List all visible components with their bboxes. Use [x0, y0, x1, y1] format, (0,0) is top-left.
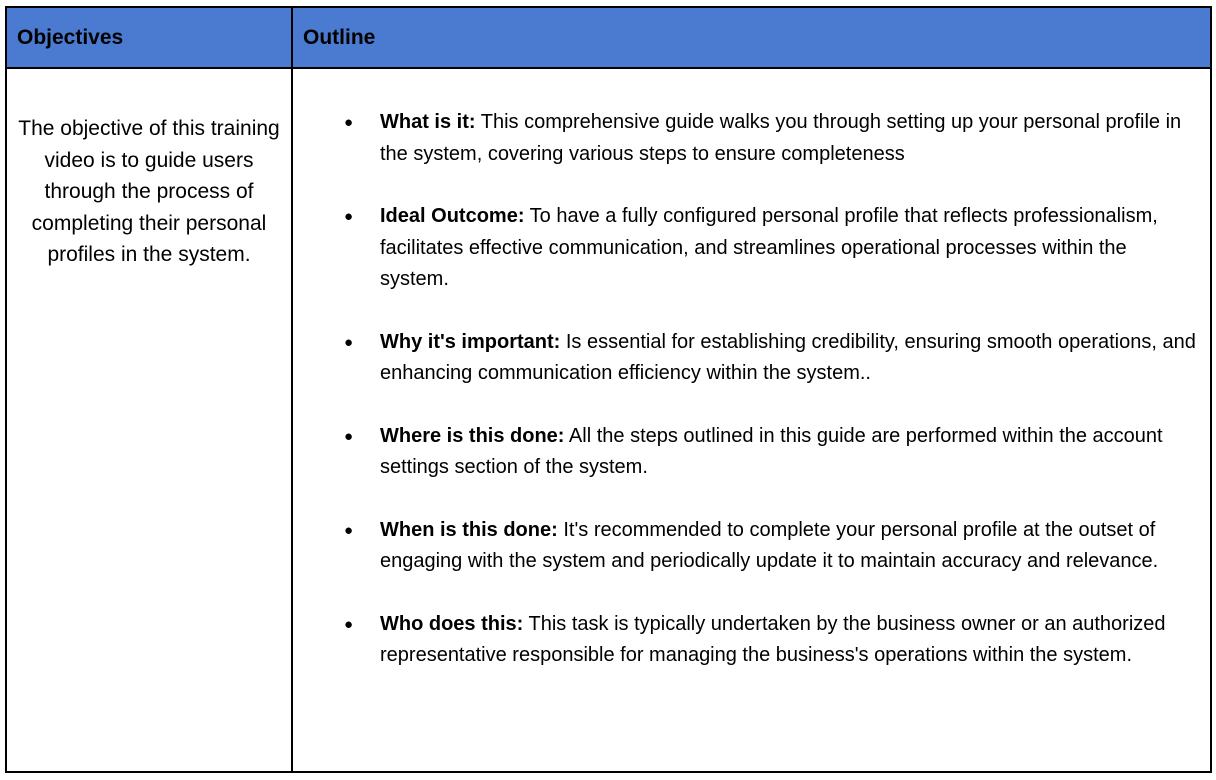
outline-item-text: This task is typically undertaken by the business owner or an authorized representative responsible for managing the business's operations within the system. — [380, 612, 1166, 666]
outline-item-label: Where is this done: — [380, 424, 565, 447]
table-header-row — [7, 8, 1210, 69]
bullet-icon: ● — [344, 333, 354, 351]
bullet-icon: ● — [344, 208, 354, 225]
objective-text: The objective of this training video is to guide users through the process of completing their personal profiles in the system. — [18, 117, 280, 266]
bullet-icon: ● — [344, 521, 354, 539]
outline-item-who-does — [293, 609, 1210, 672]
bullet-icon: ● — [344, 615, 354, 633]
objectives-outline-table — [5, 6, 1212, 773]
outline-item-ideal-outcome — [293, 201, 1210, 296]
outline-item-label: What is it: — [380, 111, 476, 133]
bullet-icon: ● — [344, 114, 354, 131]
outline-item-text: Is essential for establishing credibility, ensuring smooth operations, and enhancing communication efficiency within the system.. — [380, 330, 1196, 384]
outline-item-where-done — [293, 421, 1210, 484]
outline-item-label: Who does this: — [380, 612, 524, 635]
outline-item-when-done — [293, 515, 1210, 578]
outline-item-label: Ideal Outcome: — [380, 205, 525, 227]
outline-item-label: Why it's important: — [380, 330, 561, 353]
outline-list — [293, 69, 1210, 703]
outline-item-text: It's recommended to complete your personal profile at the outset of engaging with the system and periodically update it to maintain accuracy and relevance. — [380, 518, 1159, 572]
outline-item-label: When is this done: — [380, 518, 558, 541]
objectives-header: Objectives — [17, 26, 124, 49]
outline-item-what-is-it — [293, 107, 1210, 170]
outline-header: Outline — [303, 26, 376, 49]
outline-item-text: To have a fully configured personal profile that reflects professionalism, facilitates effective communication, and streamlines operational processes within the system. — [380, 205, 1158, 290]
outline-item-why-important — [293, 327, 1210, 390]
outline-item-text: All the steps outlined in this guide are performed within the account settings section of the system. — [380, 424, 1163, 478]
bullet-icon: ● — [344, 427, 354, 445]
outline-item-text: This comprehensive guide walks you through setting up your personal profile in the system, covering various steps to ensure completeness — [380, 111, 1182, 165]
